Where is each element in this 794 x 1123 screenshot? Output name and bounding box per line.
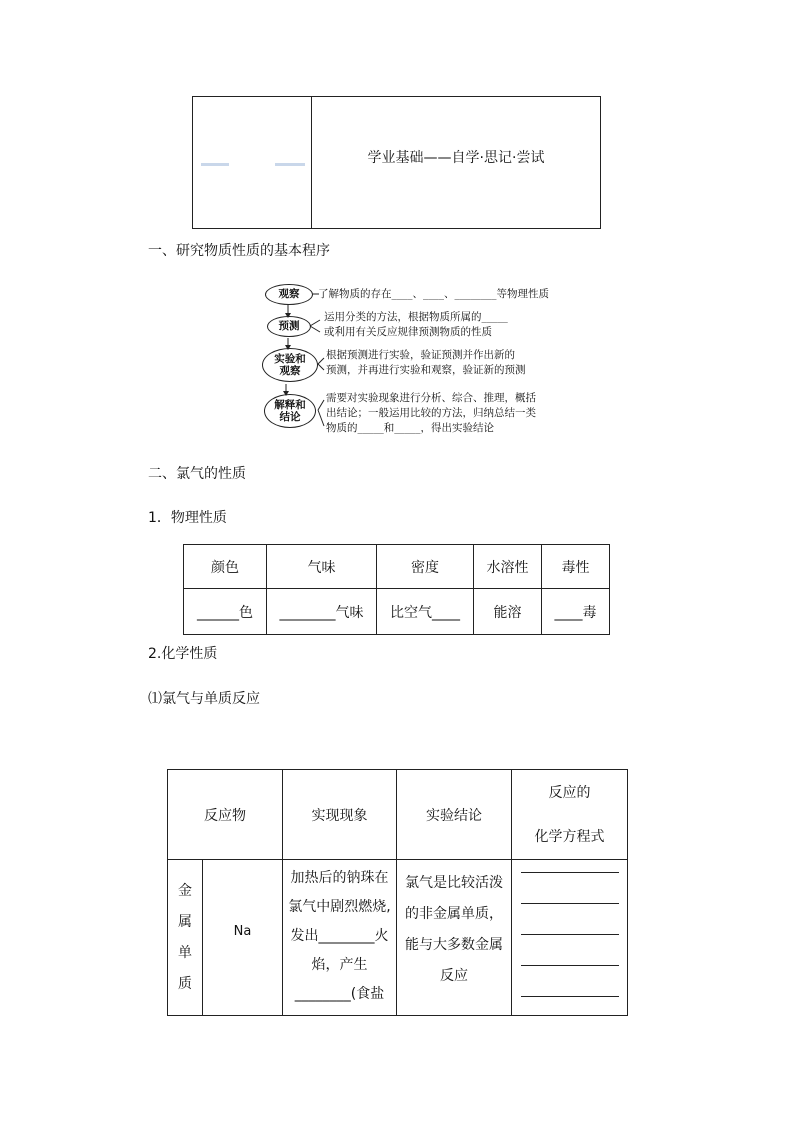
cell-group [168, 860, 203, 1016]
equation-blank-line [521, 965, 619, 966]
group-char-3: 单 [178, 944, 192, 961]
cell-odor: ________气味 [267, 589, 377, 635]
header-solubility: 水溶性 [474, 545, 542, 589]
header-equation-line-2: 化学方程式 [534, 828, 605, 845]
cell-conclusion [397, 860, 512, 1016]
conclusion-line-4: 反应 [440, 968, 468, 984]
table-header-row [184, 545, 610, 589]
phenomenon-line-1: 加热后的钠珠在 [290, 870, 389, 886]
header-box [192, 96, 601, 229]
node-observe: 观察 [265, 284, 313, 305]
cell-solubility: 能溶 [474, 589, 542, 635]
cell-density: 比空气____ [377, 589, 474, 635]
equation-blank-line [521, 903, 619, 904]
header-reactant: 反应物 [168, 770, 283, 860]
node-experiment: 实验和 观察 [262, 348, 318, 382]
header-equation-line-1: 反应的 [548, 784, 591, 801]
header-toxicity: 毒性 [542, 545, 610, 589]
procedure-flowchart [262, 280, 572, 440]
cell-toxicity: ____毒 [542, 589, 610, 635]
connector-4a [318, 400, 324, 410]
equation-blank-line [521, 934, 619, 935]
flow-text-observe: 了解物质的存在____、____、________等物理性质 [318, 288, 549, 300]
equation-blank-line [521, 996, 619, 997]
header-phenomenon: 实现现象 [283, 770, 397, 860]
phenomenon-line-4: 焰，产生 [311, 957, 368, 973]
group-char-4: 质 [178, 975, 192, 992]
table-row [168, 860, 628, 1016]
connector-4b [318, 410, 324, 426]
table-row [184, 589, 610, 635]
flow-text-experiment-1: 根据预测进行实验，验证预测并作出新的 [326, 349, 515, 361]
cell-reactant: Na [203, 860, 283, 1016]
connector-3b [318, 364, 324, 370]
flow-text-conclusion-2: 出结论；一般运用比较的方法，归纳总结一类 [326, 407, 536, 419]
connector-2b [310, 326, 320, 332]
connector-3a [318, 358, 324, 364]
conclusion-line-3: 能与大多数金属 [405, 937, 503, 953]
flow-text-conclusion-3: 物质的_____和_____，得出实验结论 [326, 422, 494, 434]
conclusion-line-1: 氯气是比较活泼 [405, 875, 503, 891]
connector-2a [310, 320, 320, 326]
group-char-1: 金 [178, 882, 192, 899]
header-color: 颜色 [184, 545, 267, 589]
section-1-heading: 一、研究物质性质的基本程序 [148, 243, 330, 259]
flow-text-experiment-2: 预测，并再进行实验和观察，验证新的预测 [326, 364, 526, 376]
cell-equation [512, 860, 628, 1016]
flow-text-conclusion-1: 需要对实验现象进行分析、综合、推理，概括 [326, 392, 536, 404]
chemical-reactions-table [167, 769, 628, 1016]
cell-color: ______色 [184, 589, 267, 635]
faint-mark-right [275, 163, 305, 166]
header-conclusion: 实验结论 [397, 770, 512, 860]
subsection-chemical: 2.化学性质 [148, 646, 218, 662]
flow-text-predict-1: 运用分类的方法，根据物质所属的_____ [324, 311, 508, 323]
equation-blank-line [521, 872, 619, 873]
header-title: 学业基础——自学·思记·尝试 [367, 150, 545, 166]
conclusion-line-2: 的非金属单质， [405, 906, 503, 922]
node-predict: 预测 [267, 316, 311, 337]
flow-text-predict-2: 或利用有关反应规律预测物质的性质 [324, 326, 492, 338]
faint-mark-left [201, 163, 229, 166]
cell-phenomenon [283, 860, 397, 1016]
header-odor: 气味 [267, 545, 377, 589]
node-conclusion: 解释和 结论 [264, 394, 316, 428]
header-density: 密度 [377, 545, 474, 589]
header-equation [512, 770, 628, 860]
table-header-row [168, 770, 628, 860]
phenomenon-line-2: 氯气中剧烈燃烧, [288, 899, 391, 915]
subsection-reaction-elements: ⑴氯气与单质反应 [148, 691, 260, 707]
physical-properties-table [183, 544, 610, 635]
phenomenon-line-3: 发出________火 [290, 928, 389, 944]
group-char-2: 属 [178, 913, 192, 930]
section-2-heading: 二、氯气的性质 [148, 466, 246, 482]
phenomenon-line-5: ________(食盐 [294, 986, 385, 1002]
subsection-physical: 1．物理性质 [148, 510, 227, 526]
